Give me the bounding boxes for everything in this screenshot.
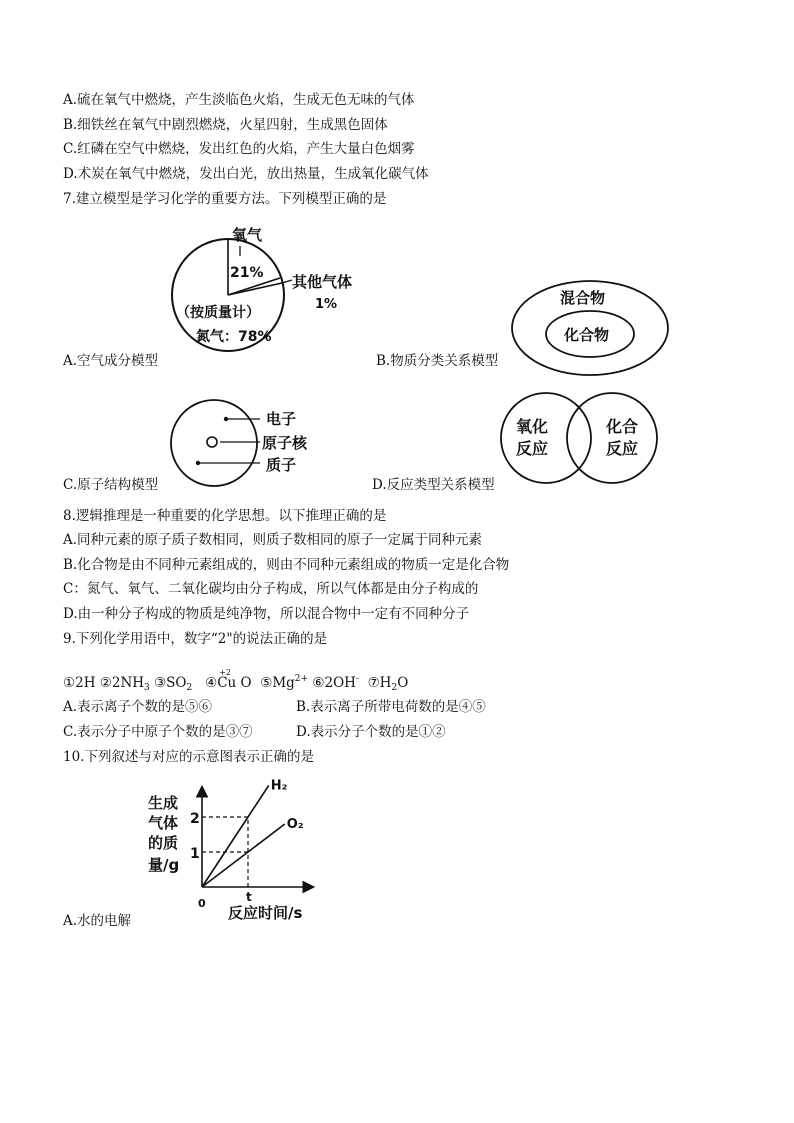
q8-option-d: D.由一种分子构成的物质是纯净物，所以混合物中一定有不同种分子 [63,606,470,622]
chart-y-tick-label: 1 [190,846,200,862]
q9-symbols: ①2H $②2NH_3$ $③SO_2$ ④ +2 Cu O $⑤Mg^{2+}$ ⑥2OH- $⑦H_2O$ [63,668,409,693]
q9-option-a: A.表示离子个数的是⑤⑥ [63,699,213,715]
other-gas-label: 其他气体 [292,273,353,291]
combination-label-1: 化合 [606,417,639,436]
chart-ylabel-line-3: 的质 [148,834,179,852]
proton-label: 质子 [266,456,297,474]
oxygen-percent: 21% [230,265,264,281]
chart-ylabel-line-4: 量/g [148,856,180,874]
q8-option-b: B.化合物是由不同种元素组成的，则由不同种元素组成的物质一定是化合物 [63,557,510,573]
q6-option-c: C.红磷在空气中燃烧，发出红色的火焰，产生大量白色烟雾 [63,141,415,157]
q7-stem: 7.建立模型是学习化学的重要方法。下列模型正确的是 [63,191,387,207]
atom-structure-diagram [168,400,338,490]
q9-option-c: C.表示分子中原子个数的是③⑦ [63,724,253,740]
chart-y-tick-label: 2 [190,811,200,827]
compound-label: 化合物 [564,326,610,344]
q7-fig-a-caption: A.空气成分模型 [63,353,159,369]
nucleus-label: 原子核 [262,434,308,452]
q10-stem: 10.下列叙述与对应的示意图表示正确的是 [63,749,314,765]
other-gas-percent: 1% [315,297,338,312]
q9-option-b: B.表示离子所带电荷数的是④⑤ [296,699,486,715]
chart-origin-label: 0 [198,897,206,910]
chart-ylabel-line-1: 生成 [148,794,179,812]
reaction-type-venn-diagram [500,390,660,490]
q9-stem: 9.下列化学用语中，数字“2"的说法正确的是 [63,631,328,647]
oxidation-label-2: 反应 [516,439,549,458]
chart-xlabel: 反应时间/s [228,904,303,922]
q8-option-c: C：氮气、氧气、二氧化碳均由分子构成，所以气体都是由分子构成的 [63,581,479,597]
oxidation-label-1: 氧化 [516,417,549,436]
mass-basis-label: （按质量计） [176,305,260,321]
q6-option-d: D.术炭在氧气中燃烧，发出白光，放出热量，生成氧化碳气体 [63,166,429,182]
q7-fig-c-caption: C.原子结构模型 [63,477,159,493]
air-composition-diagram [170,222,370,352]
nitrogen-label: 氮气：78% [196,329,272,345]
chart-series-label: H₂ [270,778,288,794]
chart-series-line-1 [202,786,269,888]
chart-series-line-2 [202,824,285,887]
q8-option-a: A.同种元素的原子质子数相同，则质子数相同的原子一定属于同种元素 [63,532,483,548]
substance-classification-diagram [510,278,670,378]
electron-label: 电子 [266,410,297,428]
oxygen-label: 氧气 [232,226,263,244]
q7-fig-d-caption: D.反应类型关系模型 [372,477,495,493]
chart-ylabel-line-2: 气体 [148,814,179,832]
q6-option-a: A.硫在氧气中燃烧，产生淡临色火焰，生成无色无味的气体 [63,92,415,108]
chart-series-label: O₂ [286,817,304,832]
electrolysis-chart [140,778,340,927]
q6-option-b: B.细铁丝在氧气中剧烈燃烧，火星四射，生成黑色固体 [63,117,388,133]
q8-stem: 8.逻辑推理是一种重要的化学思想。以下推理正确的是 [63,508,387,524]
mixture-label: 混合物 [560,289,606,307]
q7-fig-b-caption: B.物质分类关系模型 [376,353,499,369]
q9-option-d: D.表示分子个数的是①② [296,724,446,740]
combination-label-2: 反应 [606,439,639,458]
chart-x-tick-label: t [246,890,252,904]
q10-option-a-caption: A.水的电解 [63,913,132,929]
